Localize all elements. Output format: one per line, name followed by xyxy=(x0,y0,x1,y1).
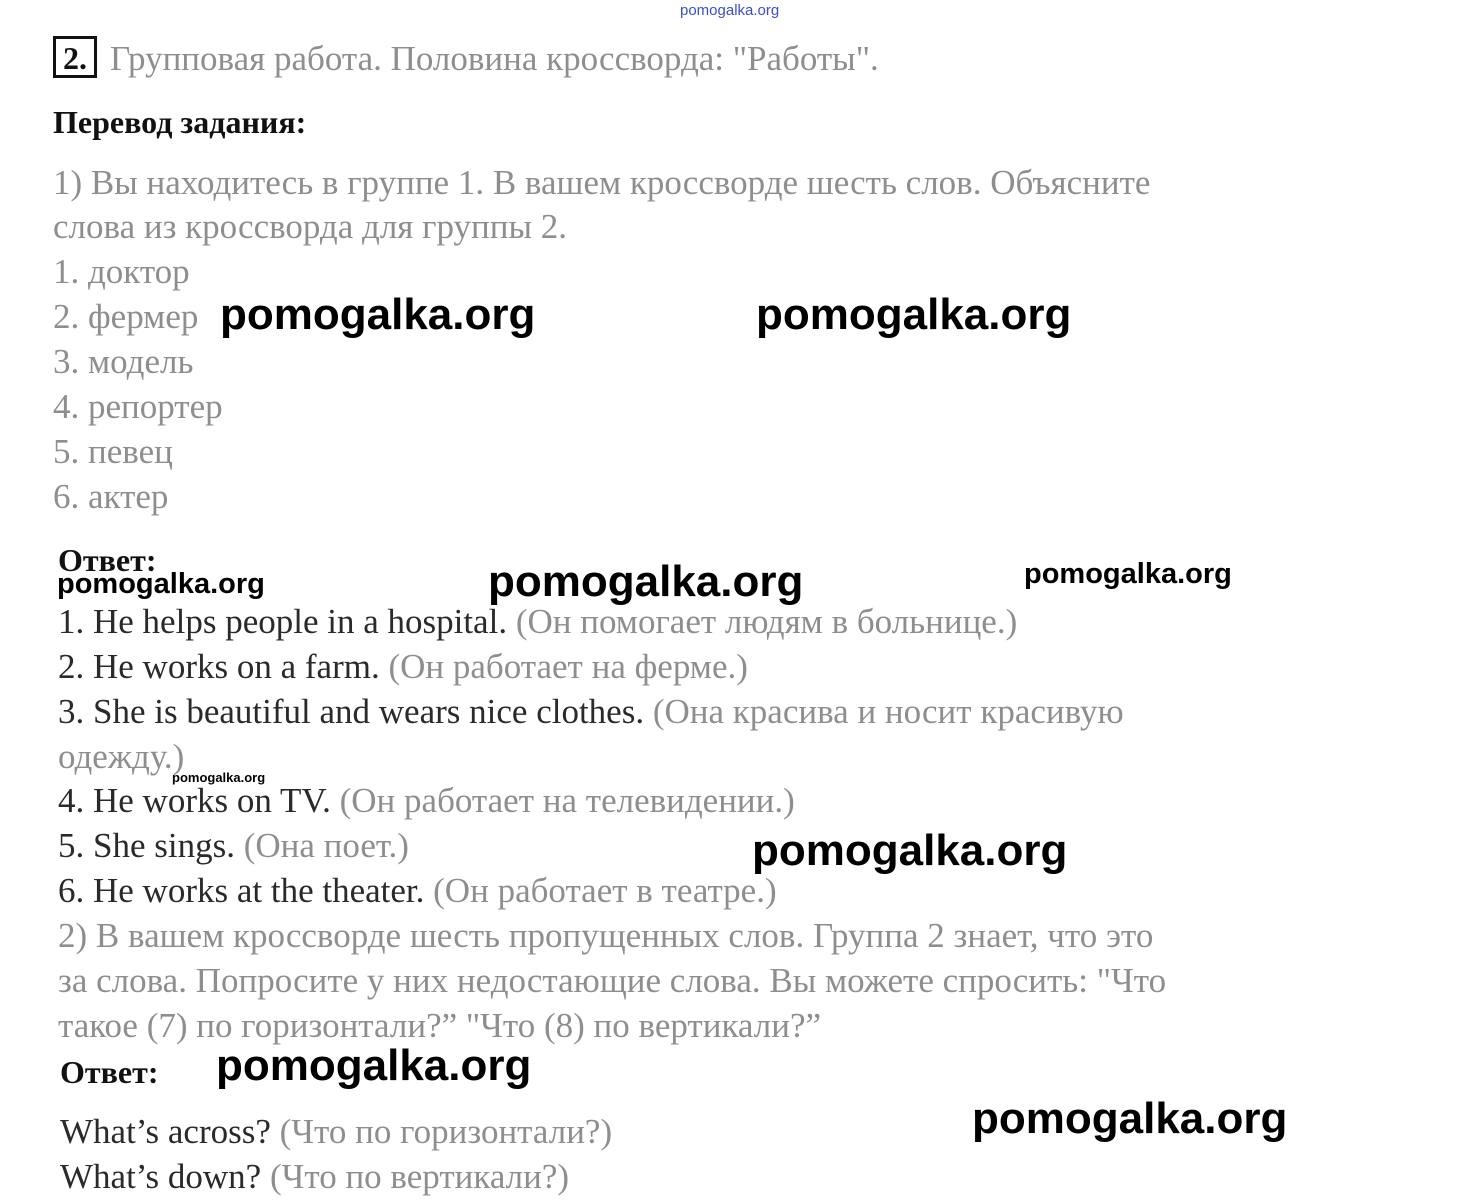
task-title: Групповая работа. Половина кроссворда: "Работы". xyxy=(110,39,879,78)
answer-row-6 xyxy=(58,869,777,913)
part2-line3: такое (7) по горизонтали?” "Что (8) по вертикали?” xyxy=(58,1006,822,1045)
answer-en: 2. He works on a farm. xyxy=(58,647,380,686)
answer-ru: (Она поет.) xyxy=(243,826,409,865)
answer-ru: одежду.) xyxy=(58,737,185,776)
watermark: pomogalka.org xyxy=(1024,558,1232,590)
answer2-row-1 xyxy=(60,1110,612,1154)
word-item-2: 2. фермер xyxy=(53,297,199,336)
part2-line1: 2) В вашем кроссворде шесть пропущенных слов. Группа 2 знает, что это xyxy=(58,916,1154,955)
word-item-1: 1. доктор xyxy=(53,252,190,291)
word-item-6: 6. актер xyxy=(53,477,169,516)
answer-ru: (Он работает в театре.) xyxy=(433,871,777,910)
part2-line2: за слова. Попросите у них недостающие слова. Вы можете спросить: "Что xyxy=(58,961,1167,1000)
watermark: pomogalka.org xyxy=(972,1094,1288,1143)
translation-heading: Перевод задания: xyxy=(53,104,307,140)
answer-ru: (Она красива и носит красивую xyxy=(652,692,1124,731)
answer-ru: (Что по вертикали?) xyxy=(269,1157,570,1196)
watermark: pomogalka.org xyxy=(172,770,266,785)
answer-ru: (Что по горизонтали?) xyxy=(279,1112,613,1151)
answer-en: 1. He helps people in a hospital. xyxy=(58,602,508,641)
watermark: pomogalka.org xyxy=(752,826,1068,875)
answer-row-5 xyxy=(58,824,409,868)
watermark: pomogalka.org xyxy=(756,290,1072,339)
answer-row-3 xyxy=(58,690,1124,734)
answer-row-3-cont xyxy=(58,735,184,779)
task-number: 2. xyxy=(53,36,97,78)
answer-en: What’s across? xyxy=(60,1112,271,1151)
answer-en: 6. He works at the theater. xyxy=(58,871,425,910)
watermark: pomogalka.org xyxy=(216,1041,532,1090)
answer-label: Ответ: xyxy=(58,542,157,578)
answer-en: What’s down? xyxy=(60,1157,262,1196)
part1-line2: слова из кроссворда для группы 2. xyxy=(53,207,568,246)
watermark-top: pomogalka.org xyxy=(680,2,780,19)
word-item-4: 4. репортер xyxy=(53,387,223,426)
answer-en: 5. She sings. xyxy=(58,826,235,865)
answer2-label: Ответ: xyxy=(60,1054,159,1090)
watermark: pomogalka.org xyxy=(488,557,804,606)
answer2-row-2 xyxy=(60,1155,569,1199)
answer-row-4 xyxy=(58,779,795,823)
answer-ru: (Он помогает людям в больнице.) xyxy=(515,602,1018,641)
watermark: pomogalka.org xyxy=(220,290,536,339)
answer-ru: (Он работает на телевидении.) xyxy=(339,781,795,820)
part1-line1: 1) Вы находитесь в группе 1. В вашем кроссворде шесть слов. Объясните xyxy=(53,163,1151,202)
answer-en: 3. She is beautiful and wears nice clothes. xyxy=(58,692,645,731)
answer-row-2 xyxy=(58,645,748,689)
answer-en: 4. He works on TV. xyxy=(58,781,331,820)
answer-ru: (Он работает на ферме.) xyxy=(388,647,748,686)
word-item-3: 3. модель xyxy=(53,342,194,381)
word-item-5: 5. певец xyxy=(53,432,173,471)
watermark: pomogalka.org xyxy=(57,568,265,600)
